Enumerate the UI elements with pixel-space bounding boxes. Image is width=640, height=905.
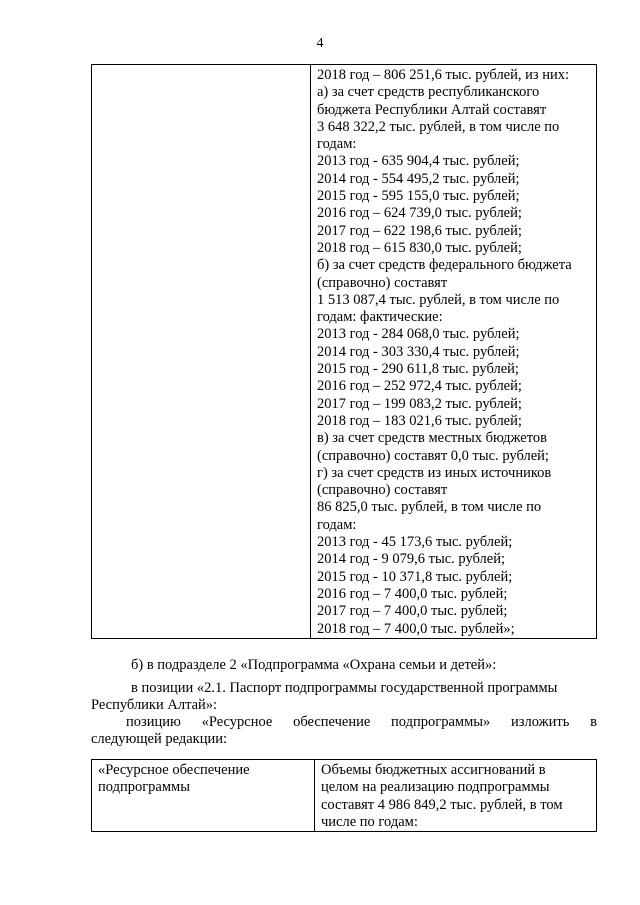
budget-line: 1 513 087,4 тыс. рублей, в том числе по: [317, 291, 560, 308]
budget-line: 2017 год – 199 083,2 тыс. рублей;: [317, 395, 522, 412]
budget-line: 2017 год – 622 198,6 тыс. рублей;: [317, 222, 522, 239]
budget-line: годам:: [317, 516, 357, 533]
budget-line: а) за счет средств республиканского: [317, 84, 540, 101]
budget-line: 2013 год - 284 068,0 тыс. рублей;: [317, 326, 520, 343]
amend-word: позицию: [126, 714, 181, 730]
amend-word: изложить: [511, 714, 570, 730]
budget-line: 2018 год – 183 021,6 тыс. рублей;: [317, 412, 522, 429]
budget-table: [91, 64, 597, 639]
amend-word: подпрограммы»: [391, 714, 491, 730]
budget-line: 3 648 322,2 тыс. рублей, в том числе по: [317, 118, 560, 135]
amend-word: обеспечение: [293, 714, 371, 730]
budget-line: 2014 год - 9 079,6 тыс. рублей;: [317, 551, 505, 568]
paragraph-amend-line2: следующей редакции:: [91, 731, 228, 747]
resource-right-line: числе по годам:: [321, 813, 418, 830]
resource-left-line: «Ресурсное обеспечение: [98, 762, 250, 778]
budget-line: 2013 год - 45 173,6 тыс. рублей;: [317, 534, 513, 551]
page-number: 4: [316, 36, 324, 51]
budget-line: бюджета Республики Алтай составят: [317, 101, 547, 118]
resource-right-line: Объемы бюджетных ассигнований в: [321, 762, 546, 778]
resource-table: [91, 759, 597, 832]
budget-line: годам: фактические:: [317, 309, 443, 326]
budget-line: годам:: [317, 136, 357, 153]
resource-left-line: подпрограммы: [98, 779, 190, 796]
paragraph-position-line2: Республики Алтай»:: [91, 697, 218, 713]
budget-line: в) за счет средств местных бюджетов: [317, 430, 547, 447]
budget-line: 86 825,0 тыс. рублей, в том числе по: [317, 499, 542, 516]
budget-line: 2014 год - 303 330,4 тыс. рублей;: [317, 343, 520, 360]
budget-table-left-cell: [92, 65, 311, 639]
budget-line: 2015 год - 595 155,0 тыс. рублей;: [317, 188, 520, 205]
budget-line: 2013 год - 635 904,4 тыс. рублей;: [317, 153, 520, 170]
paragraph-item-b: б) в подразделе 2 «Подпрограмма «Охрана семьи и детей»:: [131, 657, 497, 673]
resource-right-line: составят 4 986 849,2 тыс. рублей, в том: [321, 796, 563, 813]
paragraph-position-line1: в позиции «2.1. Паспорт подпрограммы государственной программы: [131, 680, 558, 696]
budget-table-right-cell: [311, 65, 597, 639]
budget-line: 2016 год – 7 400,0 тыс. рублей;: [317, 585, 508, 602]
budget-line: 2015 год - 290 611,8 тыс. рублей;: [317, 361, 519, 378]
budget-line: г) за счет средств из иных источников: [317, 464, 552, 481]
budget-line: (справочно) составят 0,0 тыс. рублей;: [317, 447, 549, 464]
budget-line: 2016 год – 624 739,0 тыс. рублей;: [317, 205, 522, 222]
budget-line: 2015 год - 10 371,8 тыс. рублей;: [317, 568, 513, 585]
budget-line: 2018 год – 615 830,0 тыс. рублей;: [317, 239, 522, 256]
budget-line: 2016 год – 252 972,4 тыс. рублей;: [317, 378, 522, 395]
budget-line: (справочно) составят: [317, 482, 448, 499]
amend-word: «Ресурсное: [201, 714, 273, 730]
budget-line: 2018 год – 7 400,0 тыс. рублей»;: [317, 620, 515, 637]
budget-line: 2017 год – 7 400,0 тыс. рублей;: [317, 603, 508, 620]
budget-line: (справочно) составят: [317, 274, 448, 291]
resource-table-right-cell: [315, 760, 597, 832]
budget-line: 2018 год – 806 251,6 тыс. рублей, из них:: [317, 67, 570, 83]
budget-line: б) за счет средств федерального бюджета: [317, 257, 572, 274]
paragraph-amend-line1: [91, 714, 597, 731]
resource-right-line: целом на реализацию подпрограммы: [321, 779, 550, 796]
resource-table-left-cell: [92, 760, 315, 832]
budget-line: 2014 год - 554 495,2 тыс. рублей;: [317, 170, 520, 187]
amend-word: в: [590, 714, 597, 730]
